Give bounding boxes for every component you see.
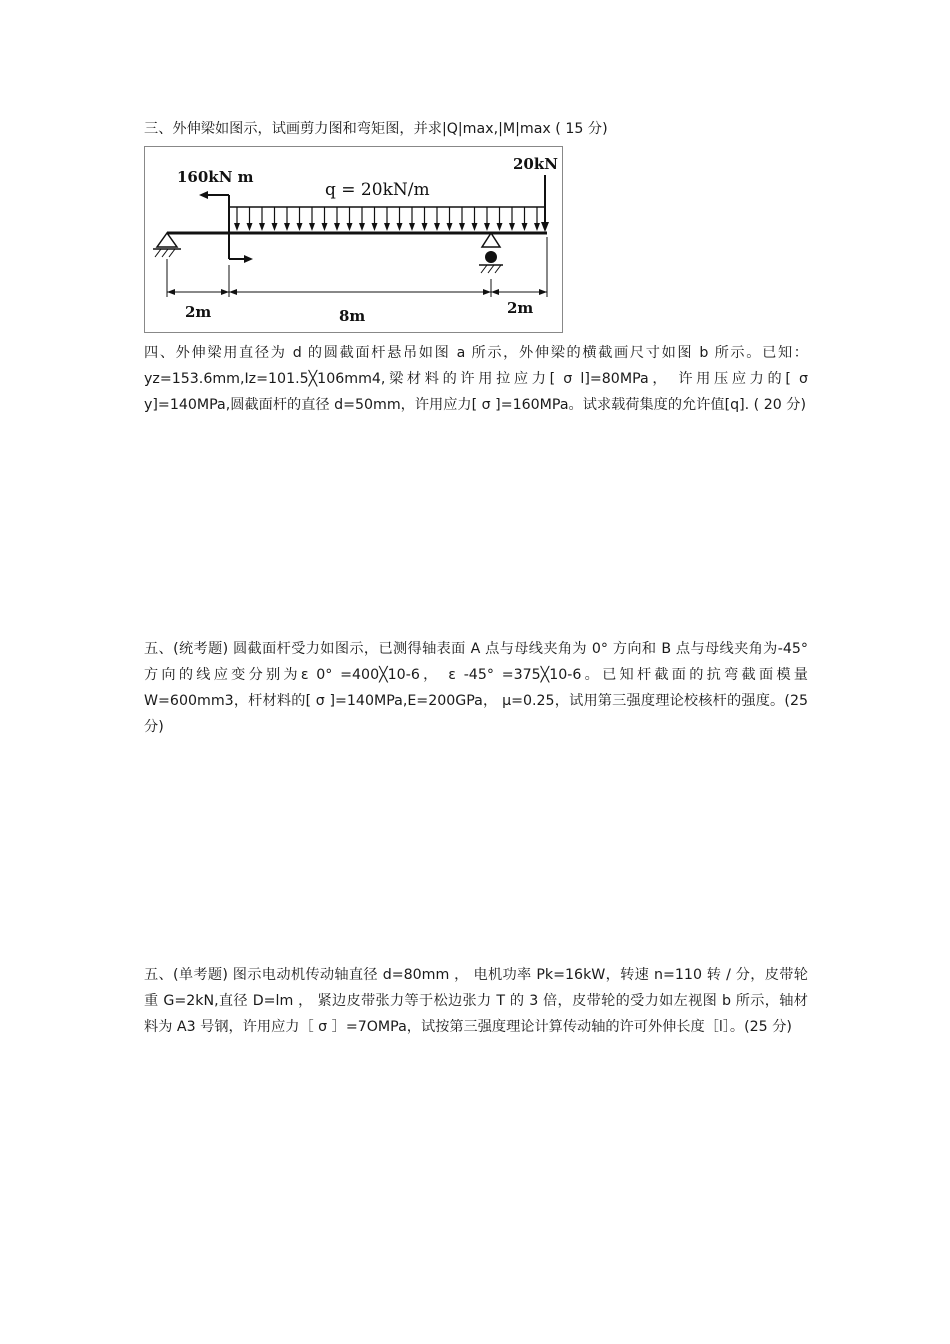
load-arrow-head [297,223,303,231]
point-force-arrow [541,175,549,232]
load-arrow-head [284,223,290,231]
dim-right-label: 2m [507,299,534,317]
load-arrow-head [434,223,440,231]
load-arrow-head [272,223,278,231]
load-arrow-head [422,223,428,231]
load-arrow-head [484,223,490,231]
question-5b-text: 五、(单考题) 图示电动机传动轴直径 d=80mm ， 电机功率 Pk=16kW，转速 n=110 转 / 分，皮带轮重 G=2kN,直径 D=lm ， 紧边皮带张力等于松边张力 T 的 3 倍，皮带轮的受力如左视图 b 所示，轴材料为 A3 号钢，许用应力［ σ ］=7OMPa，试按第三强度理论计算传动轴的许可外伸长度［l］。(25 分) [144,967,808,1035]
load-arrow-head [372,223,378,231]
dim-mid-label: 8m [339,307,366,325]
moment-symbol [199,191,253,263]
load-arrow-head [234,223,240,231]
load-arrow-head [347,223,353,231]
load-arrow-head [409,223,415,231]
beam-diagram [145,147,564,334]
load-arrow-head [247,223,253,231]
distributed-load-arrows [234,207,540,231]
load-label: q = 20kN/m [325,180,430,200]
load-arrow-head [259,223,265,231]
load-arrow-head [534,223,540,231]
left-pin-support [153,233,181,257]
load-arrow-head [384,223,390,231]
load-arrow-head [522,223,528,231]
load-arrow-head [334,223,340,231]
question-4-text: 四、外伸梁用直径为 d 的圆截面杆悬吊如图 a 所示，外伸梁的横截画尺寸如图 b 所示。已知：yz=153.6mm,Iz=101.5╳106mm4,梁材料的许用拉应力[ σ l]=80MPa， 许用压应力的[ σ y]=140MPa,圆截面杆的直径 d=50mm，许用应力[ σ ]=160MPa。试求载荷集度的允许值[q]. ( 20 分) [144,345,808,413]
load-arrow-head [359,223,365,231]
force-label: 20kN [513,155,558,173]
beam-figure [144,146,563,333]
load-arrow-head [397,223,403,231]
load-arrow-head [447,223,453,231]
load-arrow-head [497,223,503,231]
question-5a-text: 五、(统考题) 圆截面杆受力如图示，已测得轴表面 A 点与母线夹角为 0° 方向和 B 点与母线夹角为-45° 方向的线应变分别为ε 0° =400╳10-6， ε -45° =375╳10-6。已知杆截面的抗弯截面模量 W=600mm3，杆材料的[ σ ]=140MPa,E=200GPa， μ=0.25，试用第三强度理论校核杆的强度。(25 分) [144,641,808,735]
load-arrow-head [309,223,315,231]
load-arrow-head [322,223,328,231]
question-3-text: 三、外伸梁如图示，试画剪力图和弯矩图，并求|Q|max,|M|max ( 15 分) [144,121,608,137]
moment-label: 160kN m [177,168,254,186]
right-roller-support [479,233,503,273]
dim-left-label: 2m [185,303,212,321]
load-arrow-head [459,223,465,231]
dimension-lines [167,237,547,297]
load-arrow-head [509,223,515,231]
load-arrow-head [472,223,478,231]
